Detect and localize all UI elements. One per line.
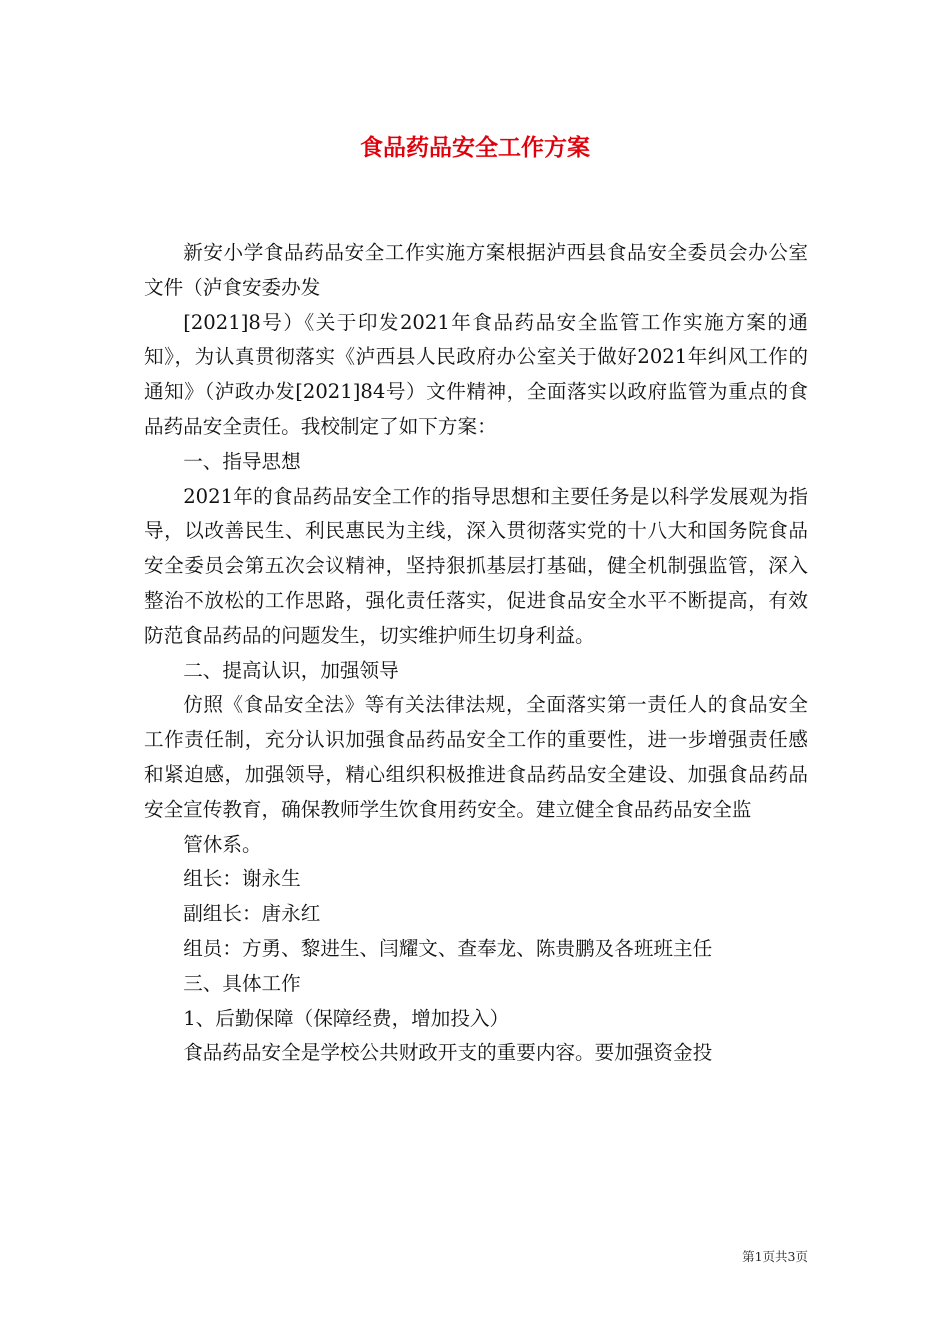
section-heading-guiding-thought: 一、指导思想 [183, 449, 301, 473]
paragraph-intro: 新安小学食品药品安全工作实施方案根据泸西县食品安全委员会办公室文件（泸食安委办发 [144, 241, 808, 299]
page-number: 第1页共3页 [742, 1249, 808, 1264]
paragraph-group-leader: 组长：谢永生 [183, 867, 301, 891]
paragraph-members: 组员：方勇、黎进生、闫耀文、查奉龙、陈贵鹏及各班班主任 [183, 936, 713, 960]
section-heading-specific-work: 三、具体工作 [183, 971, 301, 995]
paragraph-leadership: 仿照《食品安全法》等有关法律法规，全面落实第一责任人的食品安全工作责任制，充分认识加强食品药品安全工作的重要性，进一步增强责任感和紧迫感，加强领导，精心组织积极推进食品药品安全建设、加强食品药品安全宣传教育，确保教师学生饮食用药安全。建立健全食品药品安全监 [144, 693, 808, 821]
paragraph-deputy-leader: 副组长：唐永红 [183, 902, 321, 926]
paragraph-system: 管休系。 [183, 832, 262, 856]
subsection-heading-logistics: 1、后勤保障（保障经费，增加投入） [183, 1006, 510, 1030]
paragraph-notice: [2021]8号）《关于印发2021年食品药品安全监管工作实施方案的通知》，为认真贯彻落实《泸西县人民政府办公室关于做好2021年纠风工作的通知》（泸政办发[2021]84号）文件精神，全面落实以政府监管为重点的食品药品安全责任。我校制定了如下方案： [144, 310, 808, 438]
document-body [144, 236, 808, 1071]
document-title: 食品药品安全工作方案 [360, 134, 590, 161]
paragraph-logistics: 食品药品安全是学校公共财政开支的重要内容。要加强资金投 [183, 1041, 713, 1065]
section-heading-leadership: 二、提高认识，加强领导 [183, 658, 399, 682]
paragraph-guiding-thought: 2021年的食品药品安全工作的指导思想和主要任务是以科学发展观为指导，以改善民生、利民惠民为主线，深入贯彻落实党的十八大和国务院食品安全委员会第五次会议精神，坚持狠抓基层打基础，健全机制强监管，深入整治不放松的工作思路，强化责任落实，促进食品安全水平不断提高，有效防范食品药品的问题发生，切实维护师生切身利益。 [144, 484, 808, 647]
